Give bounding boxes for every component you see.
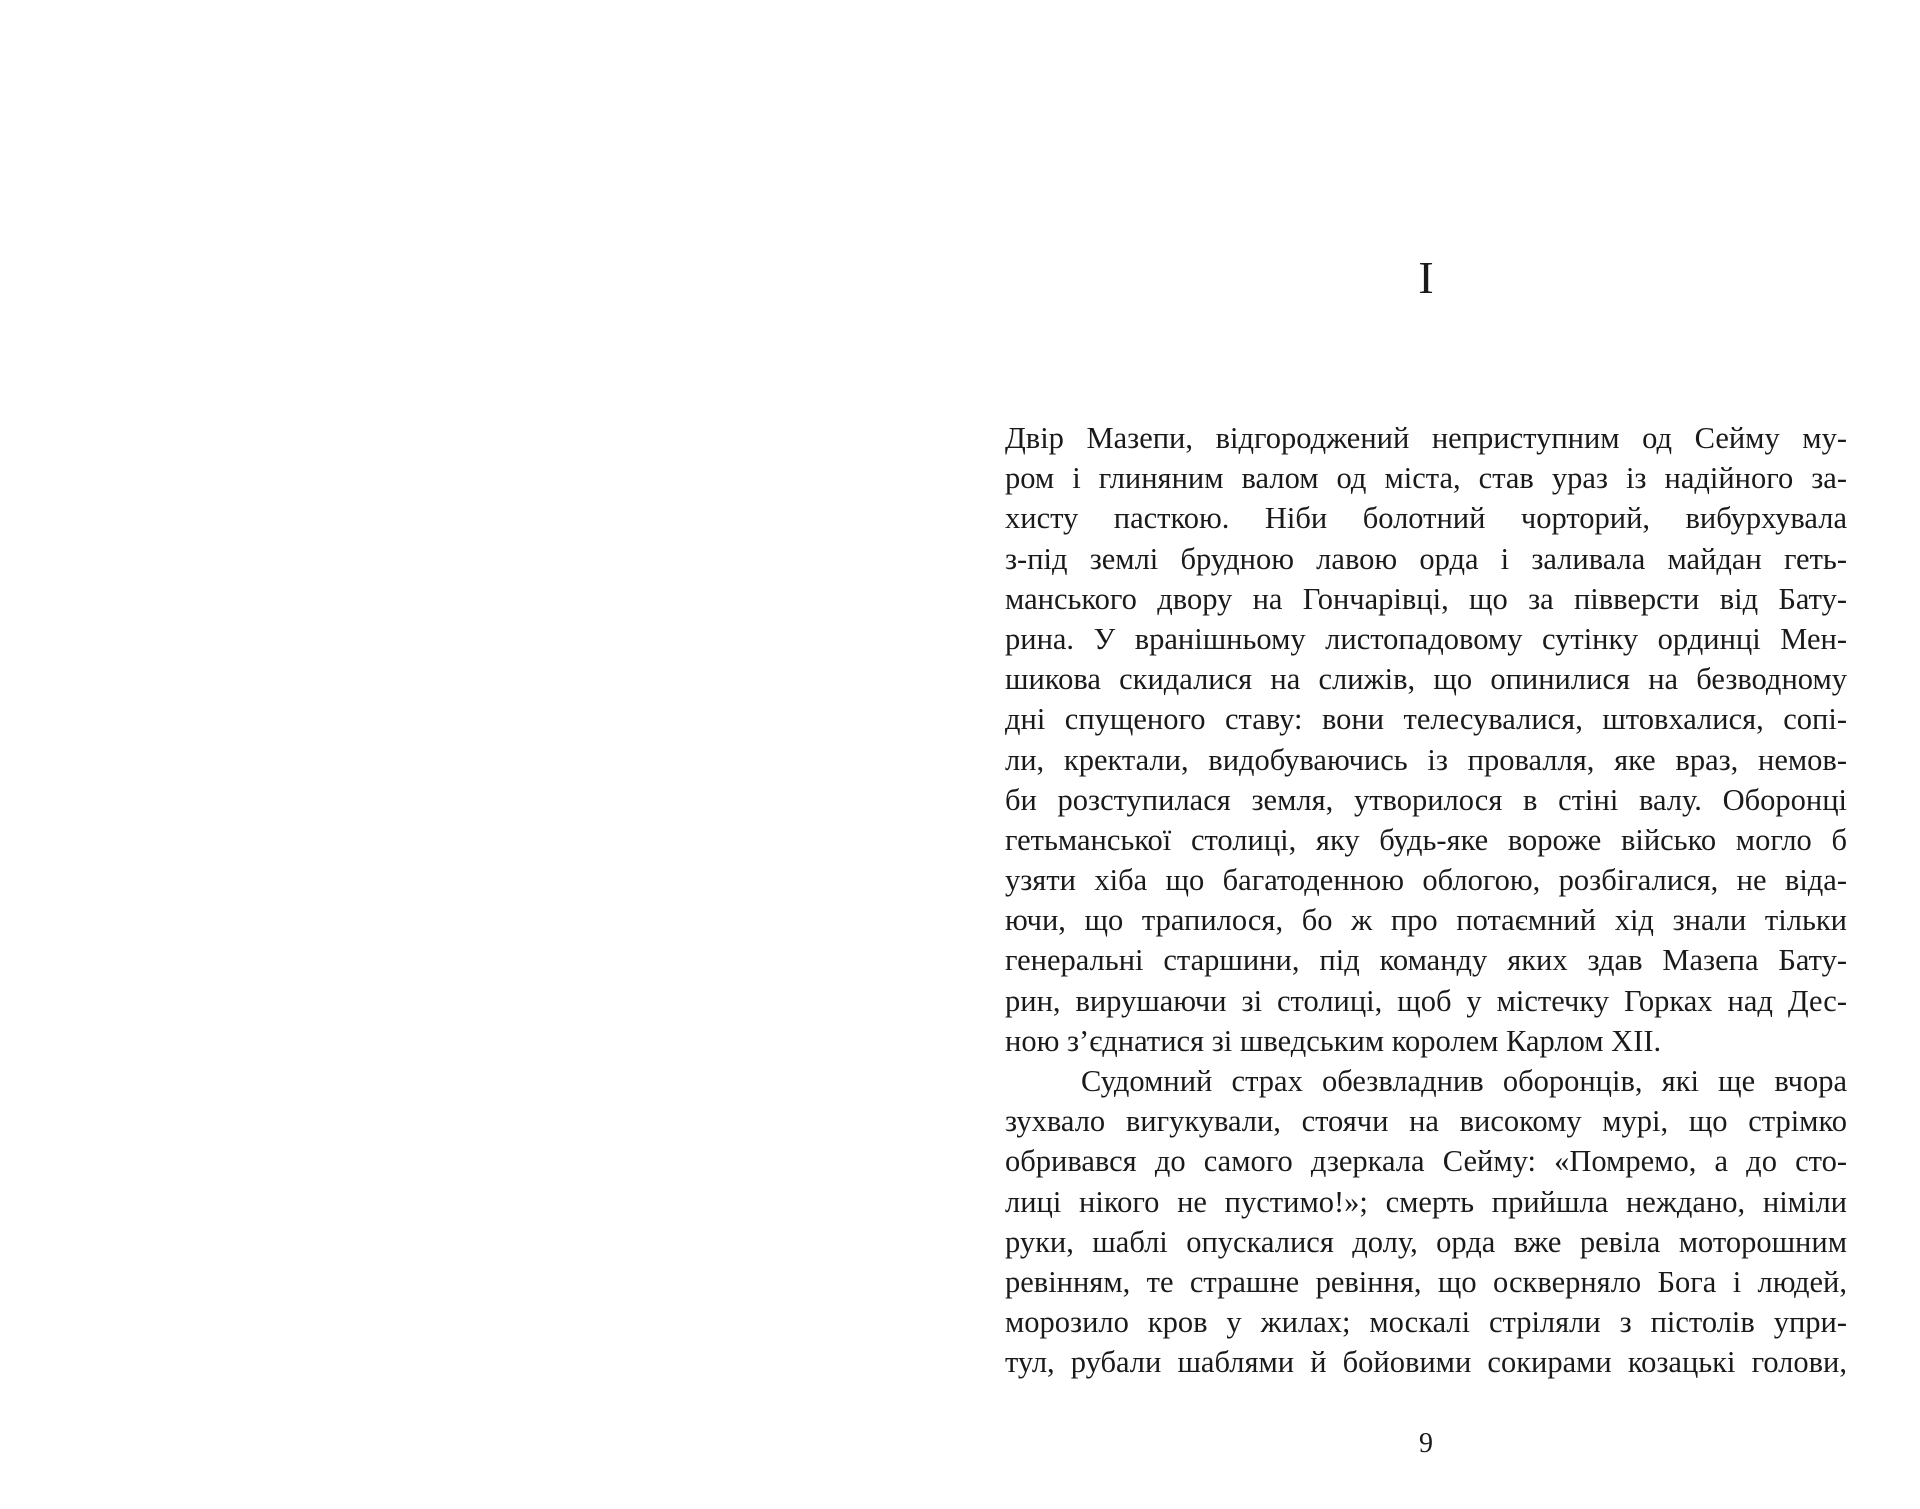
text-line: лиці нікого не пустимо!»; смерть прийшла неждано, німіли	[1005, 1184, 1847, 1219]
text-line: Судомний страх обезвладнив оборонців, які ще вчора	[1081, 1064, 1847, 1098]
text-line: руки, шаблі опускалися долу, орда вже ревіла моторошним	[1005, 1224, 1847, 1259]
page-number: 9	[1419, 1428, 1433, 1459]
text-line: хисту пасткою. Ніби болотний чорторий, вибурхувала	[1005, 501, 1847, 536]
text-line: рин, вирушаючи зі столиці, щоб у містечку Горках над Дес-	[1005, 983, 1847, 1018]
text-line: манського двору на Гончарівці, що за півверсти від Бату-	[1005, 581, 1847, 616]
text-line: тул, рубали шаблями й бойовими сокирами козацькі голови,	[1005, 1345, 1847, 1380]
text-line: генеральні старшини, під команду яких здав Мазепа Бату-	[1005, 943, 1847, 978]
body-text	[1005, 418, 1847, 1383]
text-line: Двір Мазепи, відгороджений неприступним од Сейму му-	[1005, 421, 1847, 455]
text-line: би розступилася земля, утворилося в стіні валу. Оборонці	[1005, 782, 1847, 817]
text-line: з-під землі брудною лавою орда і заливала майдан геть-	[1005, 541, 1847, 576]
text-line: шикова скидалися на слижів, що опинилися на безводному	[1005, 662, 1847, 697]
text-line: дні спущеного ставу: вони телесувалися, штовхалися, сопі-	[1005, 702, 1847, 737]
text-line: ром і глиняним валом од міста, став ураз із надійного за-	[1005, 461, 1847, 496]
text-line: гетьманської столиці, яку будь-яке вороже військо могло б	[1005, 822, 1847, 857]
chapter-number: I	[1418, 252, 1434, 303]
text-line: ревінням, те страшне ревіння, що оскверняло Бога і людей,	[1005, 1264, 1847, 1299]
text-line: зухвало вигукували, стоячи на високому мурі, що стрімко	[1005, 1104, 1847, 1139]
text-line: обривався до самого дзеркала Сейму: «Помремо, а до сто-	[1005, 1144, 1847, 1179]
text-line: ючи, що трапилося, бо ж про потаємний хід знали тільки	[1005, 903, 1847, 938]
text-line: рина. У вранішньому листопадовому сутінку ординці Мен-	[1005, 621, 1847, 656]
text-line: узяти хіба що багатоденною облогою, розбігалися, не віда-	[1005, 863, 1847, 898]
text-line: ною з’єднатися зі шведським королем Карлом XII.	[1005, 1023, 1662, 1058]
text-line: морозило кров у жилах; москалі стріляли з пістолів упри-	[1005, 1305, 1847, 1340]
text-line: ли, кректали, видобуваючись із провалля, яке враз, немов-	[1005, 742, 1847, 777]
